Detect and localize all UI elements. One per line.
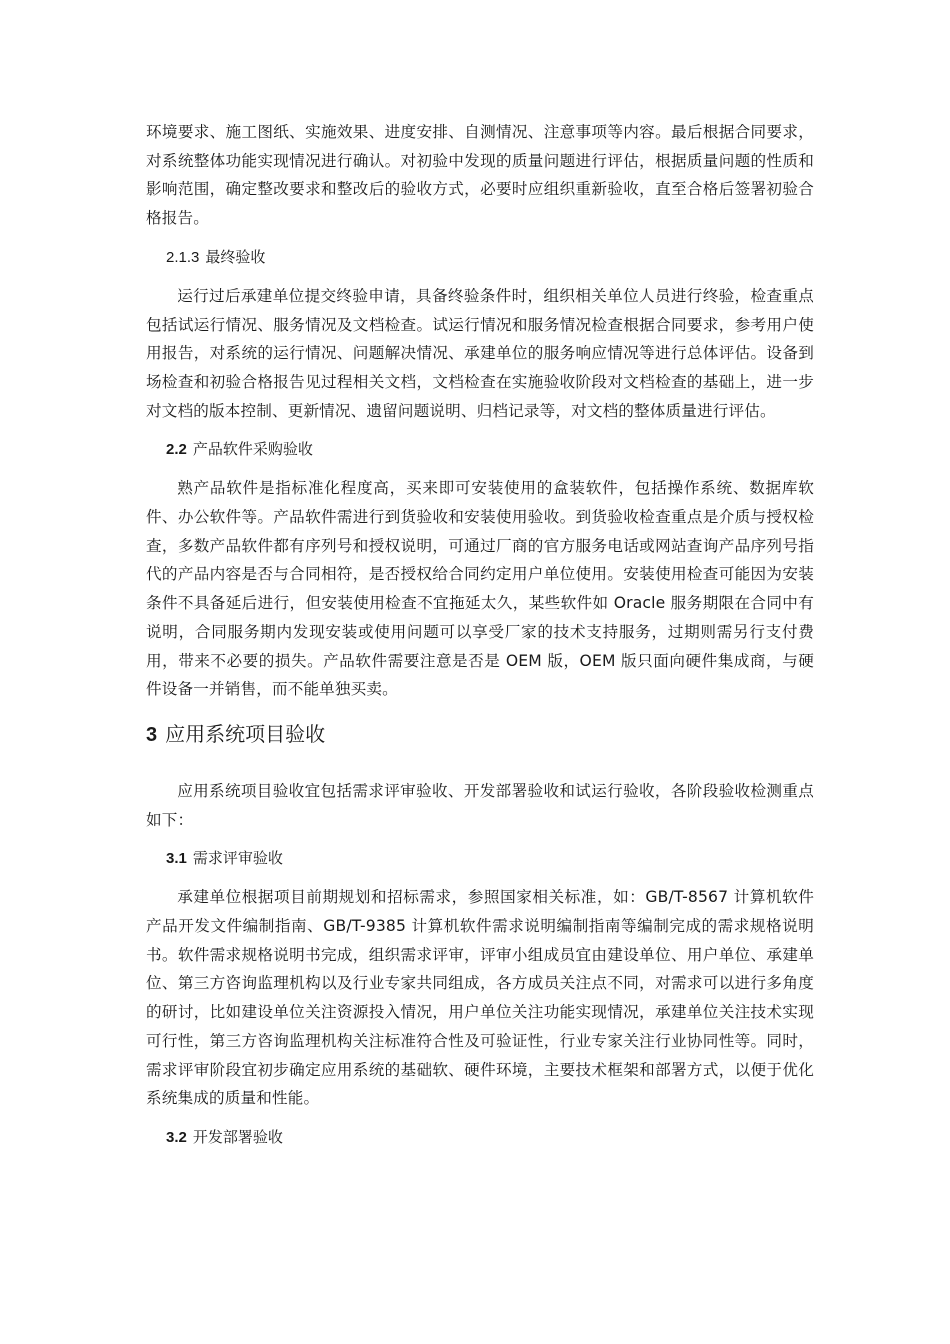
heading-number: 2.1.3 (166, 248, 200, 266)
heading-title: 开发部署验收 (192, 1127, 283, 1146)
heading-number: 2.2 (166, 441, 187, 459)
document-page (146, 118, 814, 1152)
paragraph-product-software: 熟产品软件是指标准化程度高，买来即可安装使用的盒装软件，包括操作系统、数据库软件、办公软件等。产品软件需进行到货验收和安装使用验收。到货验收检查重点是介质与授权检查，多数产品软件都有序列号和授权说明，可通过厂商的官方服务电话或网站查询产品序列号指代的产品内容是否与合同相符，是否授权给合同约定用户单位使用。安装使用检查可能因为安装条件不具备延后进行，但安装使用检查不宜拖延太久，某些软件如 Oracle 服务期限在合同中有说明，合同服务期内发现安装或使用问题可以享受厂家的技术支持服务，过期则需另行支付费用，带来不必要的损失。产品软件需要注意是否是 OEM 版，OEM 版只面向硬件集成商，与硬件设备一并销售，而不能单独买卖。 (146, 479, 814, 699)
heading-3-1 (146, 844, 814, 873)
heading-title: 应用系统项目验收 (165, 721, 326, 746)
paragraph-requirements-review: 承建单位根据项目前期规划和招标需求，参照国家相关标准，如：GB/T-8567 计算机软件产品开发文件编制指南、GB/T-9385 计算机软件需求说明编制指南等编制完成的需求规格说明书。软件需求规格说明书完成，组织需求评审，评审小组成员宜由建设单位、用户单位、承建单位、第三方咨询监理机构以及行业专家共同组成，各方成员关注点不同，对需求可以进行多角度的研讨，比如建设单位关注资源投入情况，用户单位关注功能实现情况，承建单位关注技术实现可行性，第三方咨询监理机构关注标准符合性及可验证性，行业专家关注行业协同性等。同时，需求评审阶段宜初步确定应用系统的基础软、硬件环境，主要技术框架和部署方式，以便于优化系统集成的质量和性能。 (146, 888, 814, 1108)
paragraph-final-acceptance: 运行过后承建单位提交终验申请，具备终验条件时，组织相关单位人员进行终验，检查重点包括试运行情况、服务情况及文档检查。试运行情况和服务情况检查根据合同要求，参考用户使用报告，对系统的运行情况、问题解决情况、承建单位的服务响应情况等进行总体评估。设备到场检查和初验合格报告见过程相关文档，文档检查在实施验收阶段对文档检查的基础上，进一步对文档的版本控制、更新情况、遗留问题说明、归档记录等，对文档的整体质量进行评估。 (146, 286, 814, 420)
heading-number: 3.2 (166, 1128, 187, 1146)
heading-title: 需求评审验收 (192, 849, 283, 868)
heading-title: 最终验收 (205, 247, 266, 266)
heading-title: 产品软件采购验收 (192, 440, 313, 459)
paragraph-app-system-intro: 应用系统项目验收宜包括需求评审验收、开发部署验收和试运行验收，各阶段验收检测重点如下： (146, 781, 814, 829)
heading-3 (146, 718, 814, 751)
paragraph-initial-acceptance-cont: 环境要求、施工图纸、实施效果、进度安排、自测情况、注意事项等内容。最后根据合同要求，对系统整体功能实现情况进行确认。对初验中发现的质量问题进行评估，根据质量问题的性质和影响范围，确定整改要求和整改后的验收方式，必要时应组织重新验收，直至合格后签署初验合格报告。 (146, 123, 814, 228)
heading-number: 3.1 (166, 850, 187, 868)
heading-3-2 (146, 1123, 814, 1152)
heading-2-2 (146, 435, 814, 464)
heading-number: 3 (146, 723, 158, 746)
heading-2-1-3 (146, 243, 814, 272)
